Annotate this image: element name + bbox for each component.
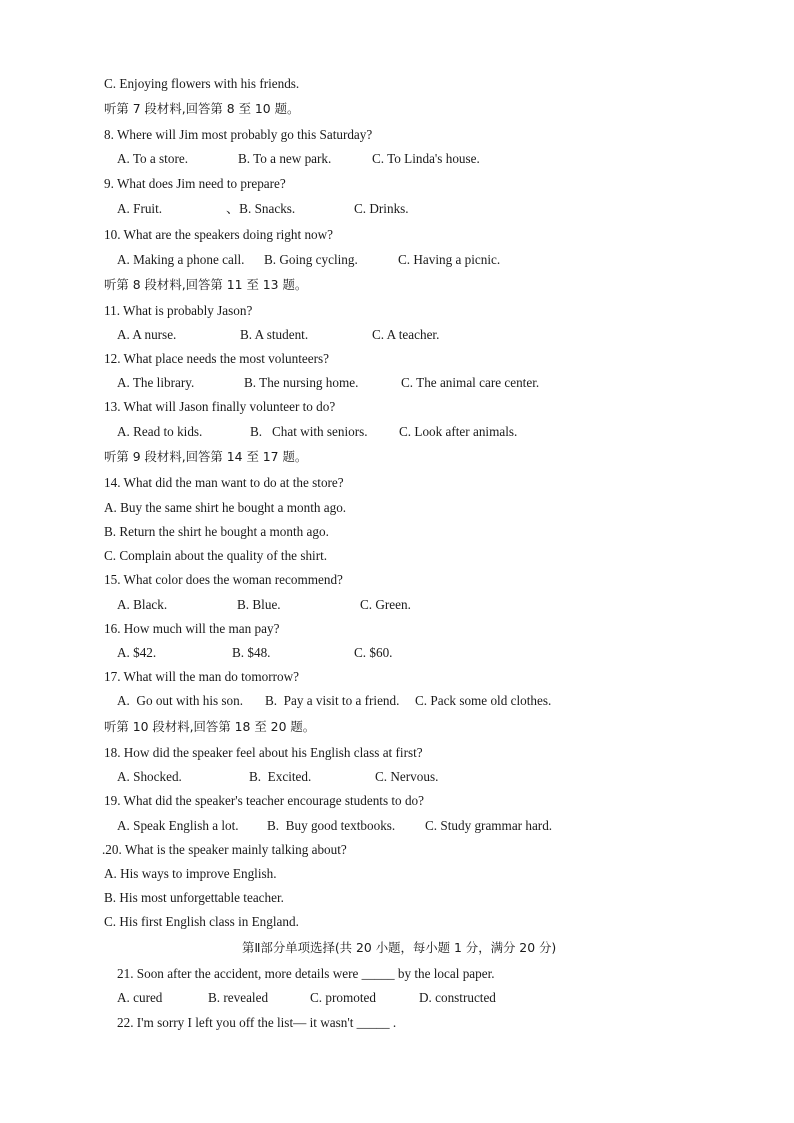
question-20: .20. What is the speaker mainly talking about?: [102, 842, 347, 857]
question-15: 15. What color does the woman recommend?: [104, 572, 343, 587]
q21-option-a: A. cured: [117, 990, 163, 1005]
section-9-instruction: 听第 9 段材料,回答第 14 至 17 题。: [104, 449, 308, 464]
q13-option-c: C. Look after animals.: [399, 424, 518, 439]
q8-option-a: A. To a store.: [117, 151, 188, 166]
q20-option-c: C. His first English class in England.: [104, 914, 299, 929]
q14-option-b: B. Return the shirt he bought a month ago.: [104, 524, 329, 539]
question-17: 17. What will the man do tomorrow?: [104, 669, 299, 684]
question-9: 9. What does Jim need to prepare?: [104, 176, 286, 191]
q8-option-b: B. To a new park.: [238, 151, 332, 166]
q8-option-c: C. To Linda's house.: [372, 151, 480, 166]
question-13: 13. What will Jason finally volunteer to do?: [104, 399, 336, 414]
q20-option-b: B. His most unforgettable teacher.: [104, 890, 284, 905]
q7-option-c: C. Enjoying flowers with his friends.: [104, 76, 300, 91]
q9-option-b: 、B. Snacks.: [226, 201, 296, 216]
q9-option-c: C. Drinks.: [354, 201, 409, 216]
q10-option-b: B. Going cycling.: [264, 252, 358, 267]
question-11: 11. What is probably Jason?: [104, 303, 253, 318]
q11-option-c: C. A teacher.: [372, 327, 440, 342]
q13-option-a: A. Read to kids.: [117, 424, 203, 439]
question-21: 21. Soon after the accident, more details were _____ by the local paper.: [117, 966, 495, 981]
q17-option-a: A. Go out with his son.: [117, 693, 244, 708]
q17-option-b: B. Pay a visit to a friend.: [265, 693, 400, 708]
q18-option-b: B. Excited.: [249, 769, 312, 784]
section-8-instruction: 听第 8 段材料,回答第 11 至 13 题。: [104, 277, 308, 292]
question-8: 8. Where will Jim most probably go this Saturday?: [104, 127, 373, 142]
q10-option-a: A. Making a phone call.: [117, 252, 245, 267]
q17-option-c: C. Pack some old clothes.: [415, 693, 552, 708]
q18-option-a: A. Shocked.: [117, 769, 182, 784]
q21-option-b: B. revealed: [208, 990, 269, 1005]
question-16: 16. How much will the man pay?: [104, 621, 280, 636]
q14-option-a: A. Buy the same shirt he bought a month ago.: [104, 500, 347, 515]
q12-option-c: C. The animal care center.: [401, 375, 540, 390]
q16-option-b: B. $48.: [232, 645, 271, 660]
section-7-instruction: 听第 7 段材料,回答第 8 至 10 题。: [104, 101, 300, 116]
section-10-instruction: 听第 10 段材料,回答第 18 至 20 题。: [104, 719, 316, 734]
q19-option-a: A. Speak English a lot.: [117, 818, 239, 833]
q11-option-a: A. A nurse.: [117, 327, 177, 342]
q12-option-b: B. The nursing home.: [244, 375, 359, 390]
q9-option-a: A. Fruit.: [117, 201, 163, 216]
part-2-heading: 第Ⅱ部分单项选择(共 20 小题，每小题 1 分，满分 20 分): [242, 940, 557, 955]
q16-option-c: C. $60.: [354, 645, 393, 660]
q21-option-c: C. promoted: [310, 990, 376, 1005]
q13-option-b: B. Chat with seniors.: [250, 424, 368, 439]
q15-option-c: C. Green.: [360, 597, 411, 612]
q15-option-b: B. Blue.: [237, 597, 281, 612]
question-19: 19. What did the speaker's teacher encourage students to do?: [104, 793, 424, 808]
q14-option-c: C. Complain about the quality of the shirt.: [104, 548, 328, 563]
q19-option-b: B. Buy good textbooks.: [267, 818, 396, 833]
question-22: 22. I'm sorry I left you off the list— it wasn't _____ .: [117, 1015, 397, 1030]
q11-option-b: B. A student.: [240, 327, 309, 342]
q20-option-a: A. His ways to improve English.: [104, 866, 277, 881]
question-14: 14. What did the man want to do at the store?: [104, 475, 344, 490]
question-10: 10. What are the speakers doing right now?: [104, 227, 334, 242]
q16-option-a: A. $42.: [117, 645, 157, 660]
q15-option-a: A. Black.: [117, 597, 168, 612]
q21-option-d: D. constructed: [419, 990, 496, 1005]
q19-option-c: C. Study grammar hard.: [425, 818, 553, 833]
question-12: 12. What place needs the most volunteers?: [104, 351, 329, 366]
q12-option-a: A. The library.: [117, 375, 195, 390]
question-18: 18. How did the speaker feel about his English class at first?: [104, 745, 423, 760]
q18-option-c: C. Nervous.: [375, 769, 439, 784]
q10-option-c: C. Having a picnic.: [398, 252, 501, 267]
